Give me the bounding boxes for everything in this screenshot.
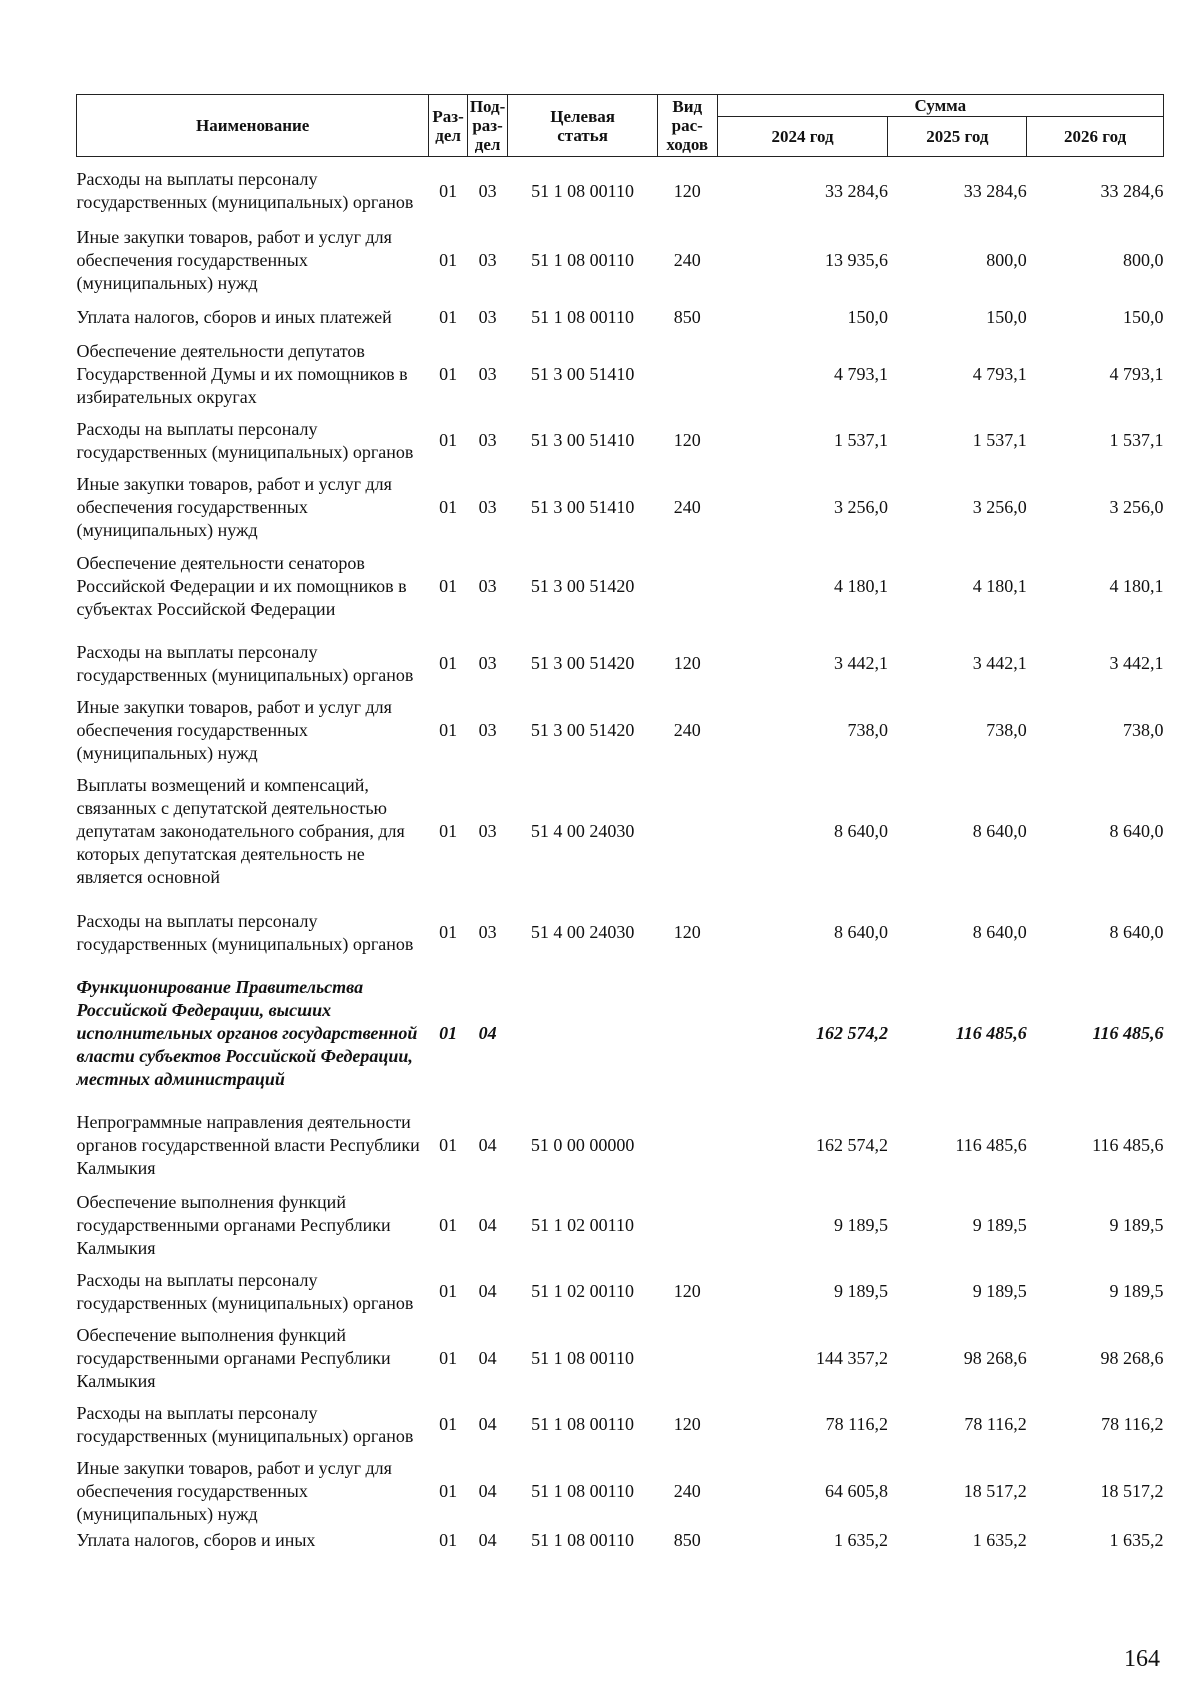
row-name: Иные закупки товаров, работ и услуг для обеспечения государственных (муниципальных) нужд	[76, 226, 392, 293]
row-vid	[657, 1324, 717, 1393]
row-vid: 120	[673, 1414, 701, 1434]
row-razdel: 01	[439, 821, 458, 841]
header-2026: 2026 год	[1027, 117, 1164, 157]
row-sum-2025: 3 256,0	[972, 496, 1027, 517]
row-vid: 120	[673, 430, 701, 450]
row-vid: 120	[673, 922, 701, 942]
row-statya	[508, 967, 657, 1101]
row-podrazdel: 03	[478, 719, 497, 740]
row-podrazdel: 04	[478, 1281, 497, 1301]
row-statya: 51 1 02 00110	[531, 1214, 635, 1235]
row-sum-2025: 3 442,1	[972, 653, 1027, 673]
row-razdel: 01	[439, 363, 458, 384]
row-vid: 850	[673, 1530, 701, 1550]
row-vid: 240	[673, 719, 701, 740]
row-sum-2026: 800,0	[1123, 249, 1164, 270]
row-podrazdel: 04	[478, 1480, 497, 1501]
row-name: Расходы на выплаты персоналу государственных (муниципальных) органов	[76, 641, 414, 685]
header-2025: 2025 год	[888, 117, 1027, 157]
row-name: Иные закупки товаров, работ и услуг для обеспечения государственных (муниципальных) нужд	[76, 696, 392, 763]
row-podrazdel: 04	[478, 1530, 497, 1550]
row-statya: 51 1 08 00110	[531, 1347, 635, 1368]
row-razdel: 01	[439, 180, 458, 201]
row-sum-2025: 738,0	[986, 719, 1027, 740]
row-vid: 240	[673, 496, 701, 517]
row-name: Расходы на выплаты персоналу государственных (муниципальных) органов	[76, 910, 414, 954]
row-sum-2024: 9 189,5	[833, 1281, 888, 1301]
row-name: Обеспечение выполнения функций государственными органами Республики Калмыкия	[76, 1324, 391, 1391]
row-razdel: 01	[439, 249, 458, 270]
row-sum-2025: 33 284,6	[963, 180, 1027, 201]
row-vid	[657, 1191, 717, 1260]
table-row	[77, 340, 1164, 409]
row-sum-2026: 150,0	[1123, 306, 1164, 327]
table-row	[77, 226, 1164, 295]
row-podrazdel: 03	[478, 430, 497, 450]
row-vid: 120	[673, 1281, 701, 1301]
row-sum-2024: 8 640,0	[833, 922, 888, 942]
row-sum-2025: 18 517,2	[963, 1480, 1027, 1501]
row-statya: 51 1 08 00110	[531, 1530, 635, 1550]
row-sum-2024: 144 357,2	[815, 1347, 888, 1368]
row-sum-2026: 3 442,1	[1109, 653, 1164, 673]
row-sum-2024: 1 537,1	[833, 430, 888, 450]
row-sum-2025: 9 189,5	[972, 1214, 1027, 1235]
row-podrazdel: 04	[478, 1135, 497, 1155]
row-name: Функционирование Правительства Российской Федерации, высших исполнительных органов государственной власти субъектов Российской Федерации, местных администраций	[76, 977, 418, 1089]
row-razdel: 01	[439, 1023, 458, 1043]
row-name: Расходы на выплаты персоналу государственных (муниципальных) органов	[76, 1402, 414, 1446]
table-row	[77, 899, 1164, 967]
row-name: Выплаты возмещений и компенсаций, связанных с депутатской деятельностью депутатам законодательного собрания, для которых депутатская деятельность не является основной	[76, 775, 405, 887]
row-sum-2024: 162 574,2	[815, 1135, 888, 1155]
row-name: Расходы на выплаты персоналу государственных (муниципальных) органов	[76, 418, 414, 462]
row-sum-2025: 800,0	[986, 249, 1027, 270]
row-razdel: 01	[439, 576, 458, 596]
row-sum-2026: 9 189,5	[1109, 1281, 1164, 1301]
table-row	[77, 542, 1164, 632]
row-sum-2025: 78 116,2	[964, 1414, 1027, 1434]
row-sum-2026: 78 116,2	[1101, 1414, 1164, 1434]
row-statya: 51 1 08 00110	[531, 249, 635, 270]
row-podrazdel: 04	[478, 1214, 497, 1235]
table-row	[77, 1526, 1164, 1556]
header-summa: Сумма	[717, 95, 1163, 117]
row-podrazdel: 04	[478, 1347, 497, 1368]
row-sum-2025: 1 635,2	[972, 1530, 1027, 1550]
row-name: Уплата налогов, сборов и иных	[76, 1530, 316, 1550]
table-body	[77, 157, 1164, 1556]
row-statya: 51 1 08 00110	[531, 180, 635, 201]
row-statya: 51 4 00 24030	[530, 821, 635, 841]
page-number: 164	[1124, 1646, 1160, 1672]
row-sum-2026: 1 635,2	[1109, 1530, 1164, 1550]
row-name: Расходы на выплаты персоналу государственных (муниципальных) органов	[76, 1269, 414, 1313]
row-sum-2024: 9 189,5	[833, 1214, 888, 1235]
row-razdel: 01	[439, 719, 458, 740]
row-sum-2024: 162 574,2	[815, 1023, 888, 1043]
row-sum-2025: 9 189,5	[972, 1281, 1027, 1301]
row-razdel: 01	[439, 922, 458, 942]
row-statya: 51 1 08 00110	[531, 306, 635, 327]
row-podrazdel: 04	[478, 1414, 497, 1434]
row-sum-2025: 116 485,6	[955, 1135, 1027, 1155]
row-sum-2025: 8 640,0	[972, 922, 1027, 942]
header-statya: Целевая статья	[508, 95, 657, 157]
row-sum-2024: 3 442,1	[833, 653, 888, 673]
row-statya: 51 3 00 51410	[530, 363, 635, 384]
table-header	[77, 95, 1164, 157]
row-sum-2025: 4 793,1	[972, 363, 1027, 384]
row-podrazdel: 03	[478, 249, 497, 270]
row-sum-2024: 1 635,2	[833, 1530, 888, 1550]
row-vid	[657, 340, 717, 409]
table-row	[77, 1191, 1164, 1260]
table-row	[77, 1324, 1164, 1393]
header-vid: Вид рас- ходов	[657, 95, 717, 157]
table-row	[77, 765, 1164, 899]
row-sum-2024: 4 180,1	[833, 576, 888, 596]
table-row	[77, 1260, 1164, 1324]
header-name: Наименование	[77, 95, 429, 157]
row-razdel: 01	[439, 1414, 458, 1434]
table-row	[77, 409, 1164, 473]
row-sum-2024: 13 935,6	[824, 249, 888, 270]
row-sum-2024: 64 605,8	[824, 1480, 888, 1501]
row-sum-2024: 78 116,2	[825, 1414, 888, 1434]
row-statya: 51 0 00 00000	[530, 1135, 635, 1155]
row-statya: 51 3 00 51410	[530, 496, 635, 517]
row-podrazdel: 03	[478, 922, 497, 942]
row-sum-2024: 8 640,0	[833, 821, 888, 841]
table-row	[77, 1393, 1164, 1457]
table-row	[77, 1101, 1164, 1191]
row-sum-2026: 116 485,6	[1092, 1135, 1164, 1155]
row-sum-2024: 150,0	[847, 306, 888, 327]
row-podrazdel: 03	[478, 306, 497, 327]
row-vid	[657, 765, 717, 899]
row-name: Обеспечение деятельности сенаторов Российской Федерации и их помощников в субъектах Российской Федерации	[76, 553, 407, 619]
row-vid: 240	[673, 249, 701, 270]
row-razdel: 01	[439, 496, 458, 517]
table-row	[77, 473, 1164, 542]
row-vid	[657, 967, 717, 1101]
row-sum-2024: 33 284,6	[824, 180, 888, 201]
header-razdel: Раз- дел	[429, 95, 467, 157]
row-name: Иные закупки товаров, работ и услуг для обеспечения государственных (муниципальных) нужд	[76, 473, 392, 540]
row-sum-2026: 1 537,1	[1109, 430, 1164, 450]
row-statya: 51 1 08 00110	[531, 1414, 635, 1434]
row-sum-2024: 4 793,1	[833, 363, 888, 384]
table-row	[77, 967, 1164, 1101]
row-sum-2026: 8 640,0	[1109, 922, 1164, 942]
row-vid	[657, 1101, 717, 1191]
header-2024: 2024 год	[717, 117, 888, 157]
table-row	[77, 696, 1164, 765]
row-sum-2024: 738,0	[847, 719, 888, 740]
row-sum-2025: 4 180,1	[972, 576, 1027, 596]
row-sum-2026: 8 640,0	[1109, 821, 1164, 841]
row-statya: 51 1 08 00110	[531, 1480, 635, 1501]
row-name: Непрограммные направления деятельности органов государственной власти Республики Калмыкия	[76, 1112, 420, 1178]
row-razdel: 01	[439, 1135, 458, 1155]
table-row	[77, 1457, 1164, 1526]
row-statya: 51 3 00 51420	[530, 653, 635, 673]
row-statya: 51 3 00 51420	[530, 576, 635, 596]
row-sum-2026: 116 485,6	[1092, 1023, 1164, 1043]
row-razdel: 01	[439, 1214, 458, 1235]
row-razdel: 01	[439, 1347, 458, 1368]
row-statya: 51 3 00 51410	[530, 430, 635, 450]
row-razdel: 01	[439, 1530, 458, 1550]
row-sum-2025: 116 485,6	[955, 1023, 1027, 1043]
row-name: Расходы на выплаты персоналу государственных (муниципальных) органов	[76, 169, 414, 213]
row-statya: 51 1 02 00110	[531, 1281, 635, 1301]
row-podrazdel: 04	[478, 1023, 497, 1043]
row-sum-2026: 33 284,6	[1100, 180, 1164, 201]
row-sum-2026: 4 793,1	[1109, 363, 1164, 384]
table-row	[77, 295, 1164, 340]
row-razdel: 01	[439, 1480, 458, 1501]
row-statya: 51 4 00 24030	[530, 922, 635, 942]
row-podrazdel: 03	[478, 363, 497, 384]
row-vid: 850	[673, 306, 701, 327]
row-razdel: 01	[439, 653, 458, 673]
row-name: Обеспечение деятельности депутатов Государственной Думы и их помощников в избирательных округах	[76, 340, 408, 407]
row-sum-2026: 3 256,0	[1109, 496, 1164, 517]
row-sum-2025: 98 268,6	[963, 1347, 1027, 1368]
row-sum-2025: 8 640,0	[972, 821, 1027, 841]
row-sum-2026: 9 189,5	[1109, 1214, 1164, 1235]
row-vid	[657, 542, 717, 632]
row-podrazdel: 03	[478, 496, 497, 517]
row-vid: 120	[673, 180, 701, 201]
table-row	[77, 632, 1164, 696]
row-razdel: 01	[439, 1281, 458, 1301]
row-sum-2025: 150,0	[986, 306, 1027, 327]
row-sum-2026: 18 517,2	[1100, 1480, 1164, 1501]
table-row	[77, 157, 1164, 226]
row-razdel: 01	[439, 430, 458, 450]
row-vid: 120	[673, 653, 701, 673]
row-statya: 51 3 00 51420	[530, 719, 635, 740]
row-podrazdel: 03	[478, 180, 497, 201]
row-name: Обеспечение выполнения функций государственными органами Республики Калмыкия	[76, 1191, 391, 1258]
row-podrazdel: 03	[478, 821, 497, 841]
row-vid: 240	[673, 1480, 701, 1501]
row-name: Уплата налогов, сборов и иных платежей	[76, 306, 392, 327]
row-podrazdel: 03	[478, 653, 497, 673]
row-name: Иные закупки товаров, работ и услуг для обеспечения государственных (муниципальных) нужд	[76, 1457, 392, 1524]
budget-table	[76, 94, 1164, 1556]
row-sum-2026: 98 268,6	[1100, 1347, 1164, 1368]
row-sum-2025: 1 537,1	[972, 430, 1027, 450]
row-razdel: 01	[439, 306, 458, 327]
row-podrazdel: 03	[478, 576, 497, 596]
row-sum-2026: 4 180,1	[1109, 576, 1164, 596]
row-sum-2024: 3 256,0	[833, 496, 888, 517]
row-sum-2026: 738,0	[1123, 719, 1164, 740]
header-podrazdel: Под- раз- дел	[467, 95, 508, 157]
